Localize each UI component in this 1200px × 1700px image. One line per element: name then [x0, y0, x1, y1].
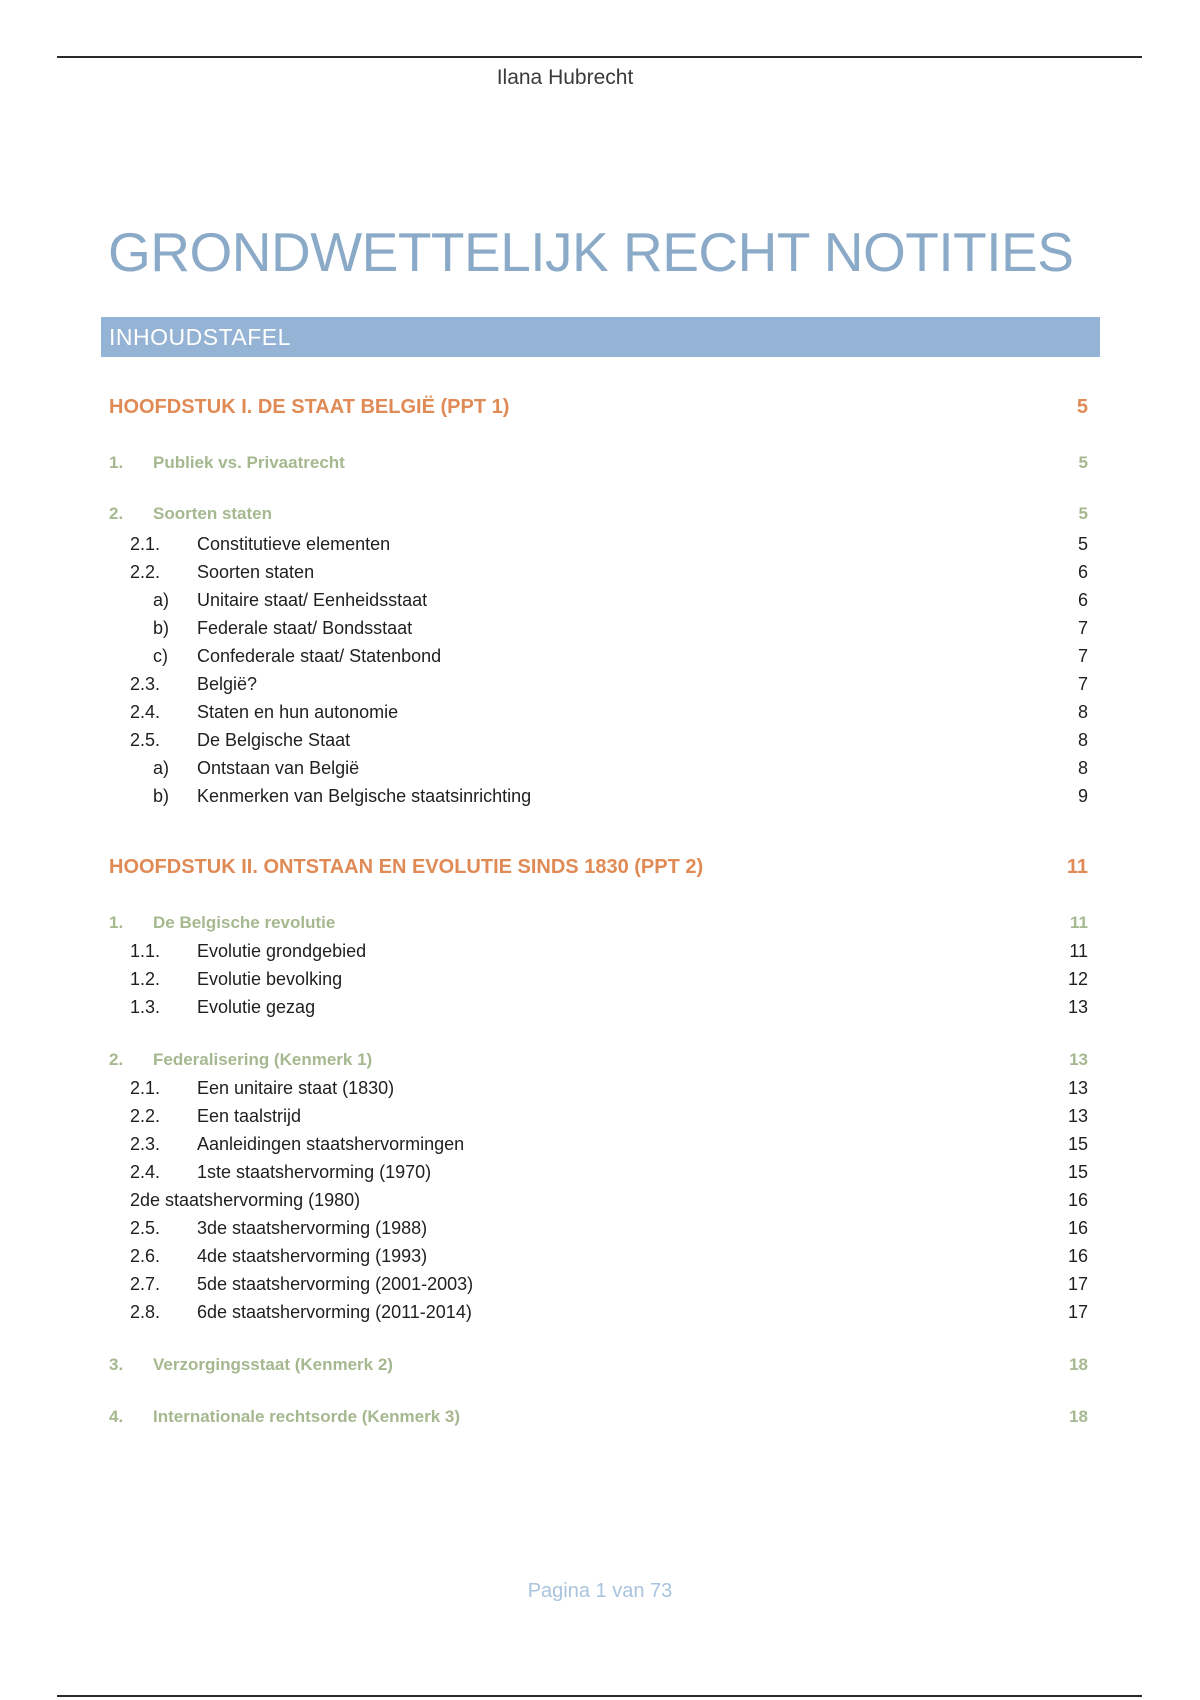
- toc-entry-page: 8: [1077, 758, 1088, 778]
- toc-entry-title: Verzorgingsstaat (Kenmerk 2): [153, 1355, 393, 1374]
- toc-entry-section[interactable]: [0, 504, 1200, 530]
- toc-entry-number: 2.: [109, 504, 124, 523]
- toc-entry-page: 5: [1078, 453, 1088, 472]
- toc-entry-page: 13: [1067, 1106, 1088, 1126]
- toc-entry-page: 16: [1067, 1218, 1088, 1238]
- toc-entry-page: 11: [1070, 913, 1088, 932]
- header-author: Ilana Hubrecht: [496, 66, 634, 89]
- toc-entry-title: HOOFDSTUK I. DE STAAT BELGIË (PPT 1): [109, 396, 510, 418]
- toc-entry-number: 2.4.: [130, 1162, 161, 1182]
- toc-entry-number: 4.: [109, 1407, 124, 1426]
- toc-entry-sub[interactable]: [0, 562, 1200, 588]
- toc-entry-number: 2.2.: [130, 562, 161, 582]
- toc-entry-page: 13: [1069, 1050, 1088, 1069]
- toc-entry-plain[interactable]: [0, 1190, 1200, 1216]
- toc-entry-page: 18: [1069, 1355, 1088, 1374]
- toc-entry-page: 5: [1076, 396, 1088, 418]
- toc-entry-number: 2.7.: [130, 1274, 161, 1294]
- toc-entry-title: België?: [197, 674, 258, 694]
- toc-entry-page: 5: [1077, 534, 1088, 554]
- toc-entry-page: 11: [1069, 941, 1088, 961]
- toc-entry-title: Evolutie bevolking: [197, 969, 343, 989]
- toc-entry-item[interactable]: [0, 646, 1200, 672]
- toc-entry-page: 8: [1077, 702, 1088, 722]
- toc-entry-title: Kenmerken van Belgische staatsinrichting: [197, 786, 532, 806]
- toc-entry-sub[interactable]: [0, 1078, 1200, 1104]
- toc-entry-sub[interactable]: [0, 1302, 1200, 1328]
- toc-entry-number: 3.: [109, 1355, 124, 1374]
- toc-entry-title: Staten en hun autonomie: [197, 702, 399, 722]
- toc-entry-number: 1.3.: [130, 997, 161, 1017]
- toc-entry-page: 16: [1067, 1246, 1088, 1266]
- toc-entry-section[interactable]: [0, 913, 1200, 939]
- toc-entry-title: 5de staatshervorming (2001-2003): [197, 1274, 474, 1294]
- toc-entry-title: Confederale staat/ Statenbond: [197, 646, 442, 666]
- toc-entry-sub[interactable]: [0, 1274, 1200, 1300]
- toc-entry-title: 3de staatshervorming (1988): [197, 1218, 428, 1238]
- toc-entry-title: 6de staatshervorming (2011-2014): [197, 1302, 472, 1322]
- toc-entry-title: Publiek vs. Privaatrecht: [153, 453, 345, 472]
- toc-entry-number: 2.1.: [130, 1078, 161, 1098]
- toc-entry-page: 16: [1067, 1190, 1088, 1210]
- toc-entry-number: 2.: [109, 1050, 124, 1069]
- toc-entry-page: 11: [1066, 856, 1088, 878]
- toc-entry-page: 13: [1067, 997, 1088, 1017]
- toc-entry-title: Federale staat/ Bondsstaat: [197, 618, 413, 638]
- toc-entry-title: Evolutie gezag: [197, 997, 316, 1017]
- toc-entry-sub[interactable]: [0, 997, 1200, 1023]
- toc-entry-number: 2.6.: [130, 1246, 161, 1266]
- toc-entry-page: 5: [1078, 504, 1088, 523]
- toc-entry-number: b): [153, 786, 170, 806]
- toc-entry-sub[interactable]: [0, 941, 1200, 967]
- toc-entry-title: 2de staatshervorming (1980): [130, 1190, 361, 1210]
- toc-entry-item[interactable]: [0, 758, 1200, 784]
- toc-entry-title: Soorten staten: [197, 562, 315, 582]
- toc-entry-title: Evolutie grondgebied: [197, 941, 367, 961]
- toc-entry-number: 2.4.: [130, 702, 161, 722]
- toc-entry-page: 7: [1077, 646, 1088, 666]
- toc-entry-sub[interactable]: [0, 969, 1200, 995]
- toc-entry-title: Unitaire staat/ Eenheidsstaat: [197, 590, 428, 610]
- toc-entry-number: 1.: [109, 453, 124, 472]
- toc-entry-title: 1ste staatshervorming (1970): [197, 1162, 432, 1182]
- toc-entry-item[interactable]: [0, 786, 1200, 812]
- toc-heading: INHOUDSTAFEL: [109, 324, 291, 350]
- toc-entry-page: 6: [1077, 590, 1088, 610]
- toc-entry-chapter[interactable]: [0, 396, 1200, 422]
- document-title: GRONDWETTELIJK RECHT NOTITIES: [108, 221, 1074, 283]
- toc-entry-item[interactable]: [0, 590, 1200, 616]
- toc-entry-page: 7: [1077, 674, 1088, 694]
- toc-entry-sub[interactable]: [0, 1134, 1200, 1160]
- toc-entry-title: Internationale rechtsorde (Kenmerk 3): [153, 1407, 461, 1426]
- toc-entry-sub[interactable]: [0, 674, 1200, 700]
- toc-entry-sub[interactable]: [0, 1106, 1200, 1132]
- toc-entry-title: Ontstaan van België: [197, 758, 360, 778]
- toc-entry-title: Constitutieve elementen: [197, 534, 391, 554]
- toc-entry-page: 18: [1069, 1407, 1088, 1426]
- toc-entry-number: b): [153, 618, 170, 638]
- toc-entry-sub[interactable]: [0, 702, 1200, 728]
- toc-entry-title: 4de staatshervorming (1993): [197, 1246, 428, 1266]
- toc-entry-sub[interactable]: [0, 1246, 1200, 1272]
- toc-entry-page: 6: [1077, 562, 1088, 582]
- toc-entry-section[interactable]: [0, 453, 1200, 479]
- toc-entry-page: 17: [1067, 1274, 1088, 1294]
- toc-entry-title: Een taalstrijd: [197, 1106, 302, 1126]
- toc-entry-number: 1.1.: [130, 941, 161, 961]
- toc-entry-number: 2.5.: [130, 1218, 161, 1238]
- toc-entry-chapter[interactable]: [0, 856, 1200, 882]
- toc-entry-number: a): [153, 590, 170, 610]
- toc-entry-page: 7: [1077, 618, 1088, 638]
- toc-entry-page: 8: [1077, 730, 1088, 750]
- toc-entry-title: Soorten staten: [153, 504, 273, 523]
- toc-entry-number: 2.5.: [130, 730, 161, 750]
- toc-entry-number: a): [153, 758, 170, 778]
- toc-entry-number: 1.: [109, 913, 124, 932]
- toc-entry-number: 2.3.: [130, 1134, 161, 1154]
- toc-entry-page: 9: [1077, 786, 1088, 806]
- toc-entry-page: 15: [1067, 1134, 1088, 1154]
- toc-entry-page: 12: [1067, 969, 1088, 989]
- toc-entry-title: De Belgische Staat: [197, 730, 351, 750]
- toc-entry-number: c): [153, 646, 168, 666]
- toc-entry-number: 2.3.: [130, 674, 161, 694]
- toc-entry-sub[interactable]: [0, 730, 1200, 756]
- toc-entry-title: Aanleidingen staatshervormingen: [197, 1134, 465, 1154]
- toc-entry-section[interactable]: [0, 1050, 1200, 1076]
- toc-entry-page: 13: [1067, 1078, 1088, 1098]
- toc-entry-section[interactable]: [0, 1407, 1200, 1433]
- toc-heading-bar: [101, 317, 1100, 357]
- footer-rule: [57, 1695, 1142, 1697]
- page-footer: Pagina 1 van 73: [527, 1580, 673, 1602]
- toc-entry-title: HOOFDSTUK II. ONTSTAAN EN EVOLUTIE SINDS 1830 (PPT 2): [109, 856, 704, 878]
- toc-entry-number: 2.1.: [130, 534, 161, 554]
- toc-entry-page: 17: [1067, 1302, 1088, 1322]
- toc-entry-sub[interactable]: [0, 534, 1200, 560]
- toc-entry-item[interactable]: [0, 618, 1200, 644]
- toc-entry-page: 15: [1067, 1162, 1088, 1182]
- toc-entry-number: 2.2.: [130, 1106, 161, 1126]
- toc-entry-sub[interactable]: [0, 1162, 1200, 1188]
- toc-entry-title: Een unitaire staat (1830): [197, 1078, 395, 1098]
- toc-entry-number: 1.2.: [130, 969, 161, 989]
- toc-entry-title: De Belgische revolutie: [153, 913, 336, 932]
- toc-entry-number: 2.8.: [130, 1302, 161, 1322]
- toc-entry-section[interactable]: [0, 1355, 1200, 1381]
- toc-entry-sub[interactable]: [0, 1218, 1200, 1244]
- header-rule: [57, 56, 1142, 58]
- toc-entry-title: Federalisering (Kenmerk 1): [153, 1050, 373, 1069]
